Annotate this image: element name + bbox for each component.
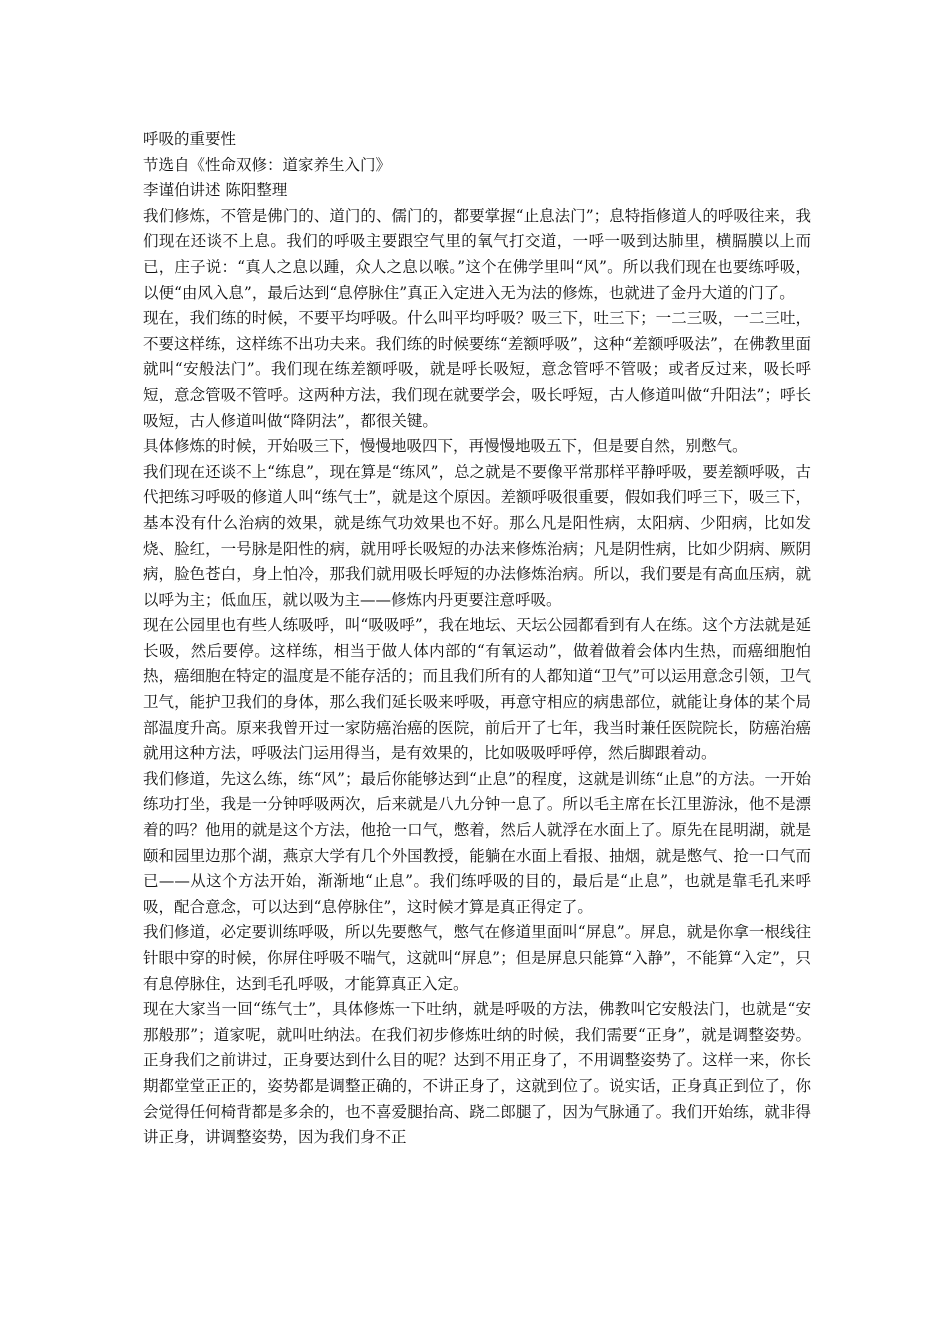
document-title: 呼吸的重要性 xyxy=(143,130,237,148)
document-author: 李谨伯讲述 陈阳整理 xyxy=(143,181,288,200)
paragraph: 现在，我们练的时候，不要平均呼吸。什么叫平均呼吸？吸三下，吐三下；一二三吸，一二三吐，不要这样练，这样练不出功夫来。我们练的时候要练“差额呼吸”，这种“差额呼吸法”，在佛教里面就叫“安般法门”。我们现在练差额呼吸，就是呼长吸短，意念管呼不管吸；或者反过来，吸长呼短，意念管吸不管呼。这两种方法，我们现在就要学会，吸长呼短，古人修道叫做“升阳法”；呼长吸短，古人修道叫做“降阴法”，都很关键。 xyxy=(143,309,811,430)
paragraph: 我们修道，必定要训练呼吸，所以先要憋气，憋气在修道里面叫“屏息”。屏息，就是你拿一根线往针眼中穿的时候，你屏住呼吸不喘气，这就叫“屏息”；但是屏息只能算“入静”，不能算“入定”，只有息停脉住，达到毛孔呼吸，才能算真正入定。 xyxy=(143,923,811,993)
document-body xyxy=(143,127,811,1151)
document-source: 节选自《性命双修：道家养生入门》 xyxy=(143,155,392,174)
paragraph: 我们修道，先这么练，练“风”；最后你能够达到“止息”的程度，这就是训练“止息”的方法。一开始练功打坐，我是一分钟呼吸两次，后来就是八九分钟一息了。所以毛主席在长江里游泳，他不是漂着的吗？他用的就是这个方法，他抢一口气，憋着，然后人就浮在水面上了。原先在昆明湖，就是颐和园里边那个湖，燕京大学有几个外国教授，能躺在水面上看报、抽烟，就是憋气、抢一口气而已——从这个方法开始，渐渐地“止息”。我们练呼吸的目的，最后是“止息”，也就是靠毛孔来呼吸，配合意念，可以达到“息停脉住”，这时候才算是真正得定了。 xyxy=(143,769,811,916)
paragraph: 具体修炼的时候，开始吸三下，慢慢地吸四下，再慢慢地吸五下，但是要自然，别憋气。 xyxy=(143,437,748,456)
paragraph: 我们现在还谈不上“练息”，现在算是“练风”，总之就是不要像平常那样平静呼吸，要差额呼吸，古代把练习呼吸的修道人叫“练气士”，就是这个原因。差额呼吸很重要，假如我们呼三下，吸三下，基本没有什么治病的效果，就是练气功效果也不好。那么凡是阳性病，太阳病、少阳病，比如发烧、脸红，一号脉是阳性的病，就用呼长吸短的办法来修炼治病；凡是阴性病，比如少阴病、厥阴病，脸色苍白，身上怕冷，那我们就用吸长呼短的办法修炼治病。所以，我们要是有高血压病，就以呼为主；低血压，就以吸为主——修炼内丹更要注意呼吸。 xyxy=(143,462,811,609)
paragraph: 我们修炼，不管是佛门的、道门的、儒门的，都要掌握“止息法门”；息特指修道人的呼吸往来，我们现在还谈不上息。我们的呼吸主要跟空气里的氧气打交道，一呼一吸到达肺里，横膈膜以上而已，庄子说：“真人之息以踵，众人之息以喉。”这个在佛学里叫“风”。所以我们现在也要练呼吸，以便“由风入息”，最后达到“息停脉住”真正入定进入无为法的修炼，也就进了金丹大道的门了。 xyxy=(143,206,811,302)
paragraph: 现在公园里也有些人练吸呼，叫“吸吸呼”，我在地坛、天坛公园都看到有人在练。这个方法就是延长吸，然后要停。这样练，相当于做人体内部的“有氧运动”，做着做着会体内生热，而癌细胞怕热，癌细胞在特定的温度是不能存活的；而且我们所有的人都知道“卫气”可以运用意念引领，卫气卫气，能护卫我们的身体，那么我们延长吸来呼吸，再意守相应的病患部位，就能让身体的某个局部温度升高。原来我曾开过一家防癌治癌的医院，前后开了七年，我当时兼任医院院长，防癌治癌就用这种方法，呼吸法门运用得当，是有效果的，比如吸吸呼呼停，然后脚跟着动。 xyxy=(143,616,811,763)
paragraph: 现在大家当一回“练气士”，具体修炼一下吐纳，就是呼吸的方法，佛教叫它安般法门，也就是“安那般那”；道家呢，就叫吐纳法。在我们初步修炼吐纳的时候，我们需要“正身”，就是调整姿势。正身我们之前讲过，正身要达到什么目的呢？达到不用正身了，不用调整姿势了。这样一来，你长期都堂堂正正的，姿势都是调整正确的，不讲正身了，这就到位了。说实话，正身真正到位了，你会觉得任何椅背都是多余的，也不喜爱腿抬高、跷二郎腿了，因为气脉通了。我们开始练，就非得讲正身，讲调整姿势，因为我们身不正 xyxy=(143,1000,811,1147)
